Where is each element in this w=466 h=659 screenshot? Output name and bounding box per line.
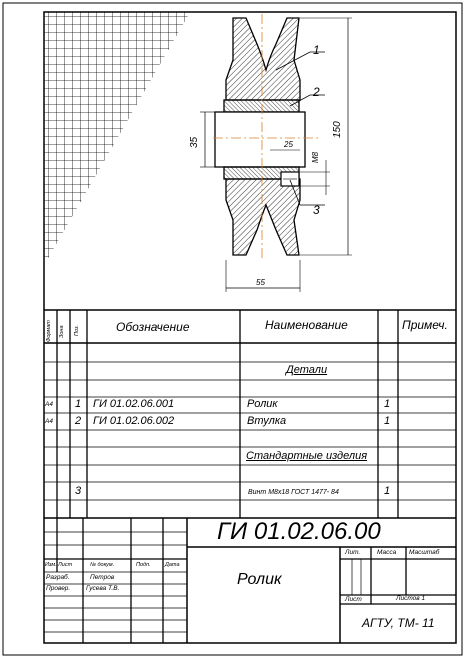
dim-bore-diameter: 35: [189, 136, 200, 148]
bushing-section-top: [224, 100, 299, 112]
row2-pos: 2: [75, 415, 82, 427]
dim-outer-diameter: 150: [332, 121, 343, 138]
row2-format: А4: [45, 418, 53, 425]
roller-drawing: [200, 14, 352, 292]
row2-name: Втулка: [247, 415, 287, 427]
row2-designation: ГИ 01.02.06.002: [93, 415, 175, 427]
callout-1: 1: [313, 43, 320, 57]
row1-qty: 1: [384, 398, 391, 410]
organization: АГТУ, ТМ- 11: [362, 616, 435, 630]
row3-pos: 3: [75, 485, 82, 497]
doc-title: Ролик: [237, 571, 282, 588]
dim-thread: M8: [311, 151, 320, 163]
upper-flange-section: [226, 18, 300, 100]
callout-3: 3: [313, 203, 320, 217]
col-header-note: Примеч.: [402, 318, 448, 332]
section-standard-items: Стандартные изделия: [246, 450, 368, 462]
col-izm: Изм.: [45, 562, 57, 568]
col-header-pos: Поз.: [74, 324, 80, 336]
row1-designation: ГИ 01.02.06.001: [93, 398, 175, 410]
mass-label: Масса: [377, 549, 397, 556]
lower-flange-section: [226, 179, 300, 255]
row3-name: Винт М8х18 ГОСТ 1477- 84: [248, 489, 339, 496]
dim-length: 25: [284, 140, 293, 149]
row1-format: А4: [45, 401, 53, 408]
grid-pattern: [44, 12, 194, 267]
col-header-zone: Зона: [59, 325, 65, 338]
row3-qty: 1: [384, 485, 391, 497]
scale-label: Масштаб: [409, 549, 440, 556]
col-header-name: Наименование: [265, 318, 348, 332]
section-parts: Детали: [286, 364, 328, 376]
col-date: Дата: [165, 562, 180, 568]
col-doc: № докум.: [90, 562, 115, 568]
col-header-format: Формат: [46, 320, 52, 342]
col-header-designation: Обозначение: [116, 320, 190, 334]
doc-number: ГИ 01.02.06.00: [217, 518, 381, 545]
sheets-count: Листов 1: [396, 595, 426, 602]
role-developer: Разраб.: [46, 574, 70, 581]
row1-name: Ролик: [247, 398, 278, 410]
dim-width: 55: [256, 278, 265, 287]
role-checker: Провер.: [46, 585, 71, 592]
row1-pos: 1: [75, 398, 82, 410]
col-list: Лист: [58, 562, 73, 568]
callout-2: 2: [313, 85, 320, 99]
spec-table-lines: [44, 310, 456, 518]
sheet-label: Лист: [345, 596, 362, 603]
checker-name: Гусева Т.В.: [86, 585, 120, 592]
row2-qty: 1: [384, 415, 391, 427]
col-sign: Подп.: [136, 562, 151, 568]
lit-label: Лит.: [345, 549, 361, 556]
developer-name: Петров: [90, 574, 115, 581]
